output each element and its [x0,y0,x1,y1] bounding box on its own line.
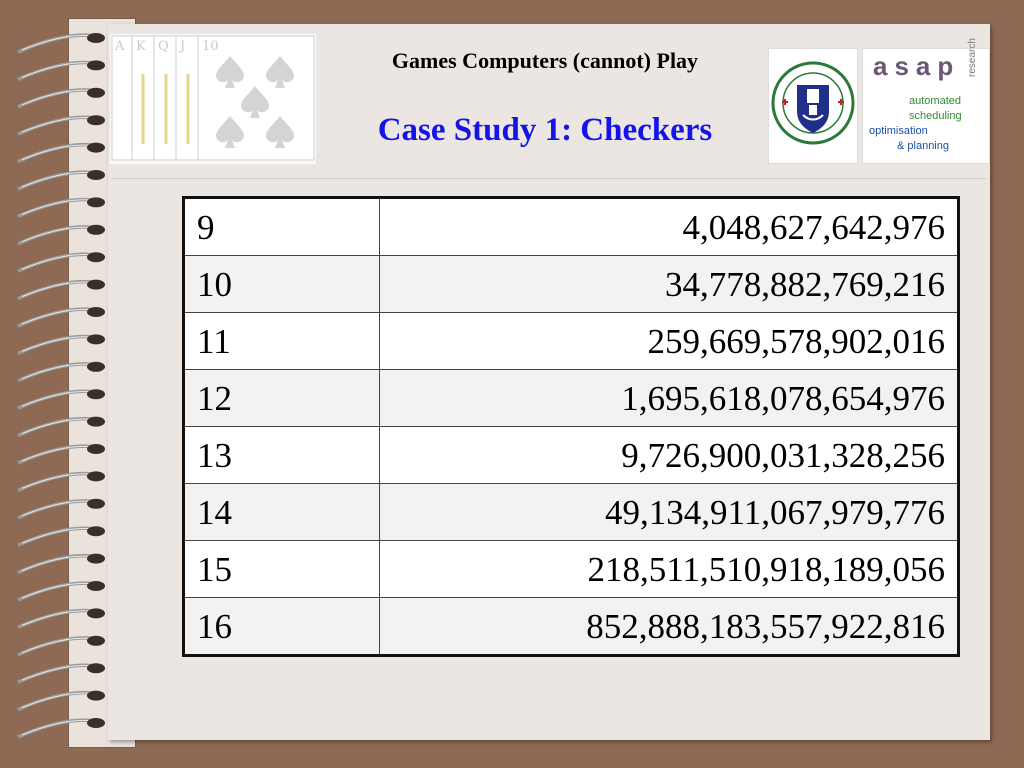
binding-ring [18,170,105,189]
binding-ring [18,88,105,107]
table-cell-value: 9,726,900,031,328,256 [380,427,959,484]
table-cell-n: 16 [184,598,380,656]
table-row [184,198,959,256]
binding-ring [18,526,105,545]
binding-ring [18,225,105,244]
slide-title: Games Computers (cannot) Play [391,48,699,73]
table-cell-n: 15 [184,541,380,598]
binding-ring [18,334,105,353]
university-crest-icon [768,48,858,164]
binding-ring [18,60,105,79]
table-row [184,484,959,541]
table-cell-n: 12 [184,370,380,427]
binding-ring [18,718,105,737]
binding-ring [18,252,105,271]
table-row [184,427,959,484]
card-label-k: K [136,39,146,54]
asap-logo-line-4: & planning [897,140,949,152]
table-cell-value: 49,134,911,067,979,776 [380,484,959,541]
table-cell-n: 13 [184,427,380,484]
binding-ring [18,471,105,490]
table-cell-value: 259,669,578,902,016 [380,313,959,370]
binding-ring [18,499,105,518]
spiral-binding [0,0,120,768]
card-label-10: 10 [202,39,219,54]
binding-ring [18,608,105,627]
table-row [184,256,959,313]
header-divider [112,178,986,179]
binding-ring [18,691,105,710]
binding-ring [18,143,105,162]
binding-ring [18,280,105,299]
asap-logo-line-3: optimisation [869,125,928,137]
binding-ring [18,389,105,408]
table-cell-value: 852,888,183,557,922,816 [380,598,959,656]
binding-ring [18,663,105,682]
table-cell-n: 10 [184,256,380,313]
binding-ring [18,115,105,134]
table-cell-value: 34,778,882,769,216 [380,256,959,313]
binding-ring [18,197,105,216]
binding-ring [18,636,105,655]
checkers-table [182,196,960,657]
card-label-a: A [115,39,125,54]
binding-ring [18,444,105,463]
table-cell-value: 1,695,618,078,654,976 [380,370,959,427]
asap-logo-word: asap [873,51,961,81]
table-row [184,541,959,598]
table-cell-n: 14 [184,484,380,541]
binding-ring [18,554,105,573]
asap-logo-research: research [967,38,978,77]
table-cell-n: 11 [184,313,380,370]
binding-ring [18,307,105,326]
asap-logo [862,38,990,164]
playing-cards-image [110,34,316,164]
asap-logo-line-1: automated [909,95,961,107]
slide-subtitle: Case Study 1: Checkers [377,112,713,148]
table-cell-n: 9 [184,198,380,256]
binding-ring [18,417,105,436]
table-cell-value: 4,048,627,642,976 [380,198,959,256]
card-label-q: Q [158,39,169,54]
table-row [184,598,959,656]
binding-ring [18,581,105,600]
asap-logo-line-2: scheduling [909,110,962,122]
card-label-j: J [180,39,186,54]
table-row [184,370,959,427]
binding-ring [18,362,105,381]
binding-ring [18,33,105,52]
table-cell-value: 218,511,510,918,189,056 [380,541,959,598]
table-row [184,313,959,370]
